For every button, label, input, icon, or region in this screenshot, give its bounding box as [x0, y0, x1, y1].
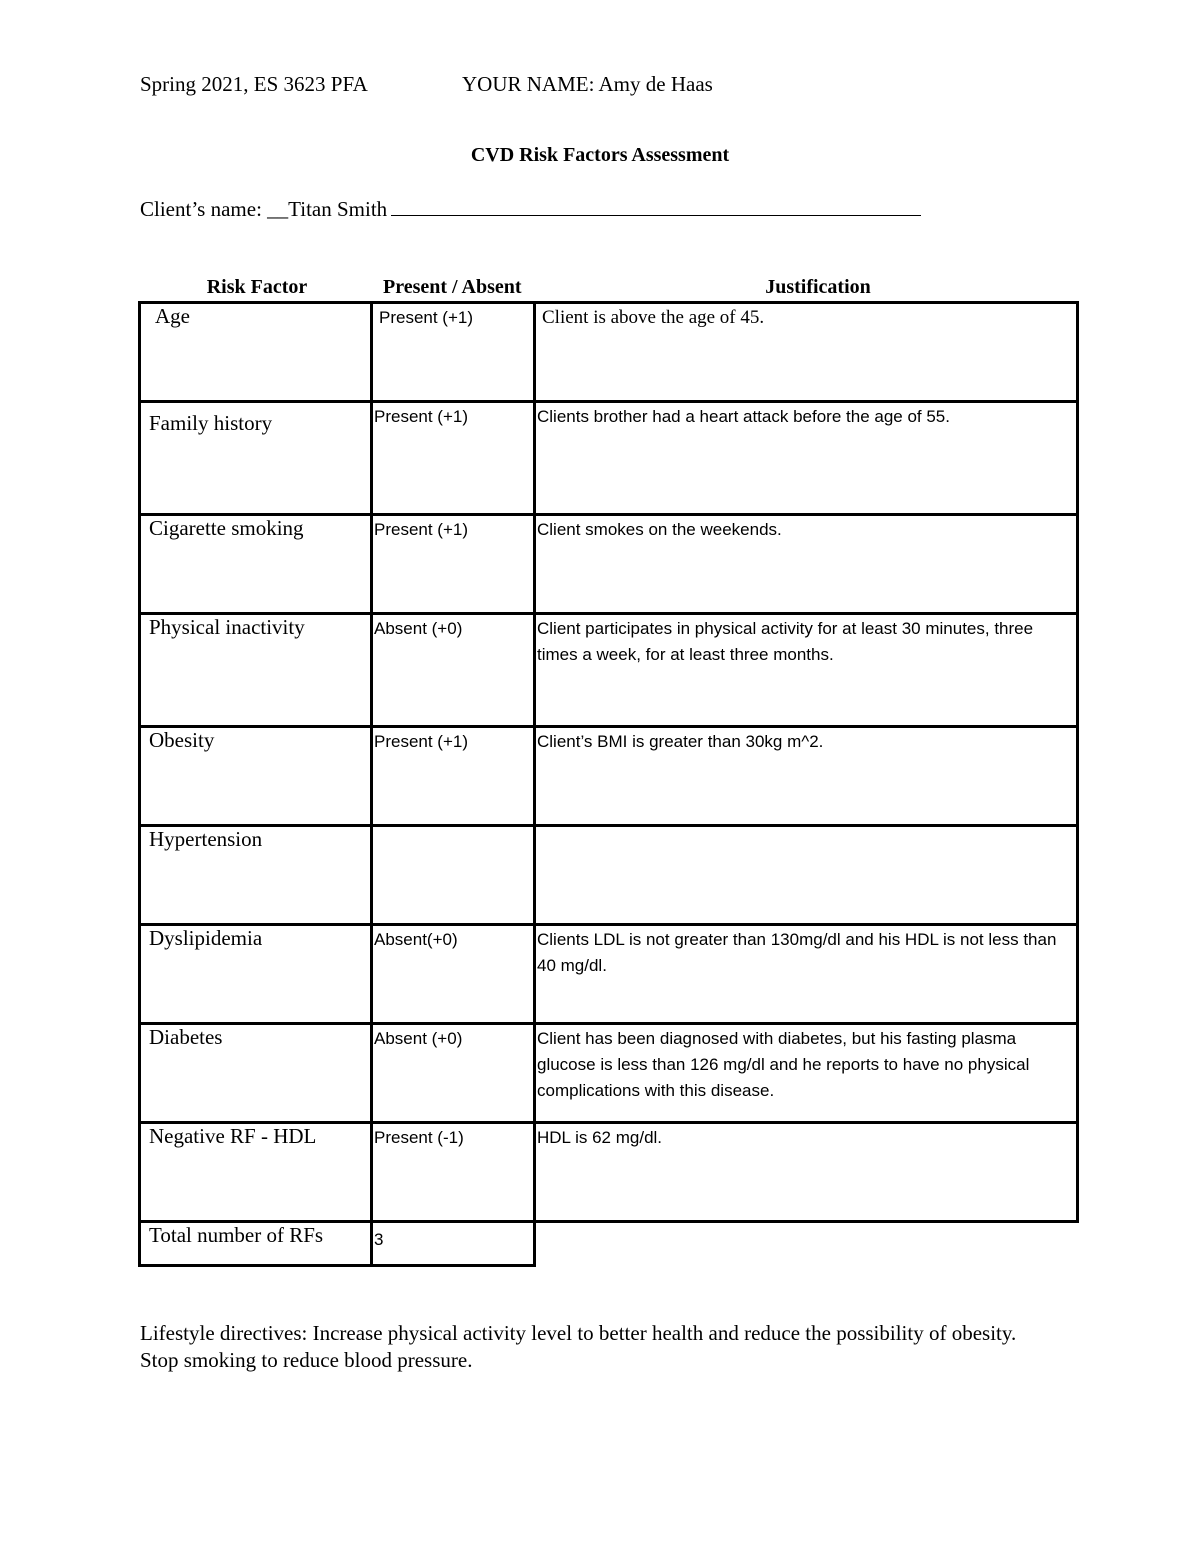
- table-row: [140, 515, 1078, 614]
- status-cell: Present (+1): [379, 308, 474, 327]
- justification-cell: Clients LDL is not greater than 130mg/dl and his HDL is not less than 40 mg/dl.: [537, 930, 1057, 975]
- lifestyle-directives: Lifestyle directives: Increase physical activity level to better health and reduce the possibility of obesity. Stop smoking to reduce blood pressure.: [140, 1321, 1017, 1372]
- header-present-absent: Present / Absent: [383, 276, 522, 298]
- justification-cell: [536, 827, 1076, 828]
- risk-factor-cell: Obesity: [149, 728, 215, 752]
- table-row: [140, 303, 1078, 402]
- status-cell: [373, 827, 533, 828]
- status-cell: Absent (+0): [374, 619, 463, 638]
- student-name: YOUR NAME: Amy de Haas: [462, 72, 713, 96]
- header-risk-factor: Risk Factor: [206, 276, 308, 298]
- table-column-headers: [138, 276, 1092, 302]
- status-cell: Present (+1): [374, 407, 469, 426]
- justification-cell: Client smokes on the weekends.: [537, 520, 782, 539]
- risk-factor-cell: Negative RF - HDL: [149, 1124, 317, 1148]
- page-title: CVD Risk Factors Assessment: [470, 144, 730, 166]
- risk-factor-cell: Age: [155, 304, 190, 328]
- table-row: [140, 826, 1078, 925]
- status-cell: Absent(+0): [374, 930, 458, 949]
- table-row: [140, 727, 1078, 826]
- risk-factor-cell: Dyslipidemia: [149, 926, 263, 950]
- header-justification: Justification: [765, 276, 871, 298]
- status-cell: Absent (+0): [374, 1029, 463, 1048]
- client-name-line: [140, 197, 921, 222]
- table-row: [140, 1123, 1078, 1222]
- justification-cell: Client is above the age of 45.: [542, 307, 765, 328]
- total-row: [140, 1222, 1078, 1266]
- risk-factor-cell: Family history: [149, 411, 273, 435]
- justification-cell: Client has been diagnosed with diabetes, but his fasting plasma glucose is less than 126 mg/dl and he reports to have no physical complications with this disease.: [537, 1029, 1030, 1100]
- table-row: [140, 1024, 1078, 1123]
- justification-cell: Client’s BMI is greater than 30kg m^2.: [537, 732, 824, 751]
- status-cell: Present (+1): [374, 732, 469, 751]
- course-label: Spring 2021, ES 3623 PFA: [140, 72, 368, 96]
- status-cell: Present (-1): [374, 1128, 464, 1147]
- status-cell: Present (+1): [374, 520, 469, 539]
- total-value: 3: [374, 1230, 384, 1249]
- justification-cell: Clients brother had a heart attack before the age of 55.: [537, 407, 950, 426]
- risk-factor-cell: Cigarette smoking: [149, 516, 304, 540]
- risk-factor-cell: Hypertension: [149, 827, 263, 851]
- table-row: [140, 402, 1078, 515]
- total-label: Total number of RFs: [149, 1223, 324, 1247]
- risk-factor-table: [138, 301, 1079, 1267]
- justification-cell: HDL is 62 mg/dl.: [537, 1128, 663, 1147]
- risk-factor-cell: Diabetes: [149, 1025, 223, 1049]
- client-name-label: Client’s name: __Titan Smith: [140, 197, 388, 221]
- risk-factor-cell: Physical inactivity: [149, 615, 305, 639]
- client-name-underline: [391, 197, 921, 216]
- justification-cell: Client participates in physical activity for at least 30 minutes, three times a week, for at least three months.: [537, 619, 1034, 664]
- table-row: [140, 614, 1078, 727]
- table-row: [140, 925, 1078, 1024]
